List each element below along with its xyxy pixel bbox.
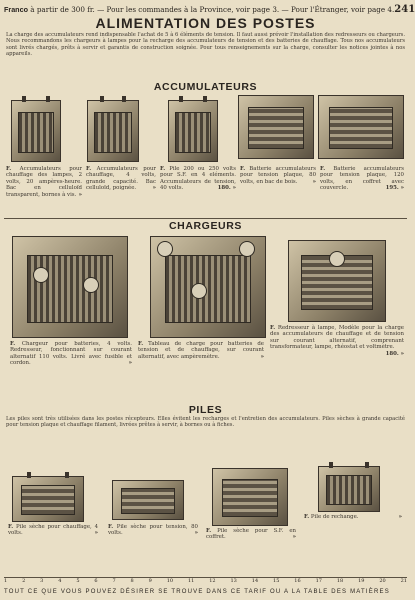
charger-image-2	[150, 236, 266, 338]
pile-caption-2: F. Pile sèche pour tension, 80 volts. »	[108, 524, 198, 537]
pile-image-1	[12, 476, 84, 522]
pile-image-3	[212, 468, 288, 526]
charger-caption-3: F. Redresseur à lampe, Modèle pour la charge des accumulateurs de chauffage et de tension sur courant alternatif, comprenant transformateur, lampe, rhéostat et voltmètre. 180. »	[270, 325, 404, 357]
accumulator-caption-1: F. Accumulateurs pour chauffage des lampes, 2 volts, 20 ampères-heure. Bac en celluloïd transparent, bornes à vis. »	[6, 166, 82, 198]
footer-motto	[4, 587, 407, 597]
accumulator-image-1	[11, 100, 61, 162]
pile-image-2	[112, 480, 184, 520]
accumulator-caption-4: F. Batterie accumulateurs pour tension plaque, 80 volts, en bac de bois. »	[240, 166, 316, 185]
accumulator-image-2	[87, 100, 139, 162]
section-divider	[4, 218, 407, 219]
measure-ruler: 1 2 3 4 5 6 7 8 9 10 11 12 13 14 15 16 17 18 19 20 21	[4, 578, 407, 584]
pile-image-4	[318, 466, 380, 512]
pile-caption-4: F. Pile de rechange. »	[304, 514, 402, 520]
charger-image-1	[12, 236, 128, 338]
pile-caption-3: F. Pile sèche pour S.F. en coffret. »	[206, 528, 296, 541]
accumulator-image-3	[168, 100, 218, 162]
piles-intro: Les piles sont très utilisées dans les postes récepteurs. Elles évitent les recharges et l'entretien des accumulateurs. Piles sèches à grande capacité pour tension plaque et chauffage filament, livrées prêtes à servir, à bornes ou à fiches.	[6, 416, 405, 429]
top-header	[4, 3, 415, 15]
page-number: 241	[394, 3, 415, 15]
header-tagline: à partir de 300 fr. — Pour les commandes à la Province, voir page 3. — Pour l'Étranger, voir page 4.	[30, 4, 395, 14]
charger-caption-2: F. Tableau de charge pour batteries de tension et de chauffage, sur courant alternatif, avec ampèremètre. »	[138, 341, 264, 360]
accumulator-caption-5: F. Batterie accumulateurs pour tension plaque, 120 volts, en coffret avec couvercle. 195. »	[320, 166, 404, 192]
intro-paragraph: La charge des accumulateurs rend indispensable l'achat de 5 à 6 éléments de tension. Il faut aussi prévoir l'installation des redresseurs ou chargeurs. Nous recommandons les chargeurs à lampes pour la recharge des accumulateurs de tension et des batteries de chauffage. Tous nos accumulateurs sont livrés chargés, prêts à servir et garantis de construction soignée. Pour tous renseignements sur la charge, consulter les notices jointes à nos appareils.	[6, 32, 405, 57]
charger-image-3	[288, 240, 386, 322]
section-title-piles: PILES	[188, 404, 223, 416]
accumulator-image-4	[238, 95, 314, 159]
section-title-accumulateurs: ACCUMULATEURS	[153, 81, 258, 93]
pile-caption-1: F. Pile sèche pour chauffage, 4 volts. »	[8, 524, 98, 537]
accumulator-caption-2: F. Accumulateurs pour chauffage, 4 volts, grande capacité. Bac celluloïd, poignée. »	[86, 166, 156, 192]
page-title: ALIMENTATION DES POSTES	[95, 15, 316, 31]
charger-caption-1: F. Chargeur pour batteries, 4 volts. Redresseur, fonctionnant sur courant alternatif 110 volts. Livré avec fusible et cordon. »	[10, 341, 132, 367]
section-title-chargeurs: CHARGEURS	[168, 220, 243, 232]
footer-text: TOUT CE QUE VOUS POUVEZ DÉSIRER SE TROUVE DANS CE TARIF OU A LA TABLE DES MATIÈRES	[4, 589, 390, 595]
accumulator-caption-3: F. Pile 200 ou 250 volts pour S.F. en 4 eléments. Accumulateurs de tension, 40 volts. 180. »	[160, 166, 236, 192]
franco-label: Franco	[4, 4, 28, 14]
accumulator-image-5	[318, 95, 404, 159]
